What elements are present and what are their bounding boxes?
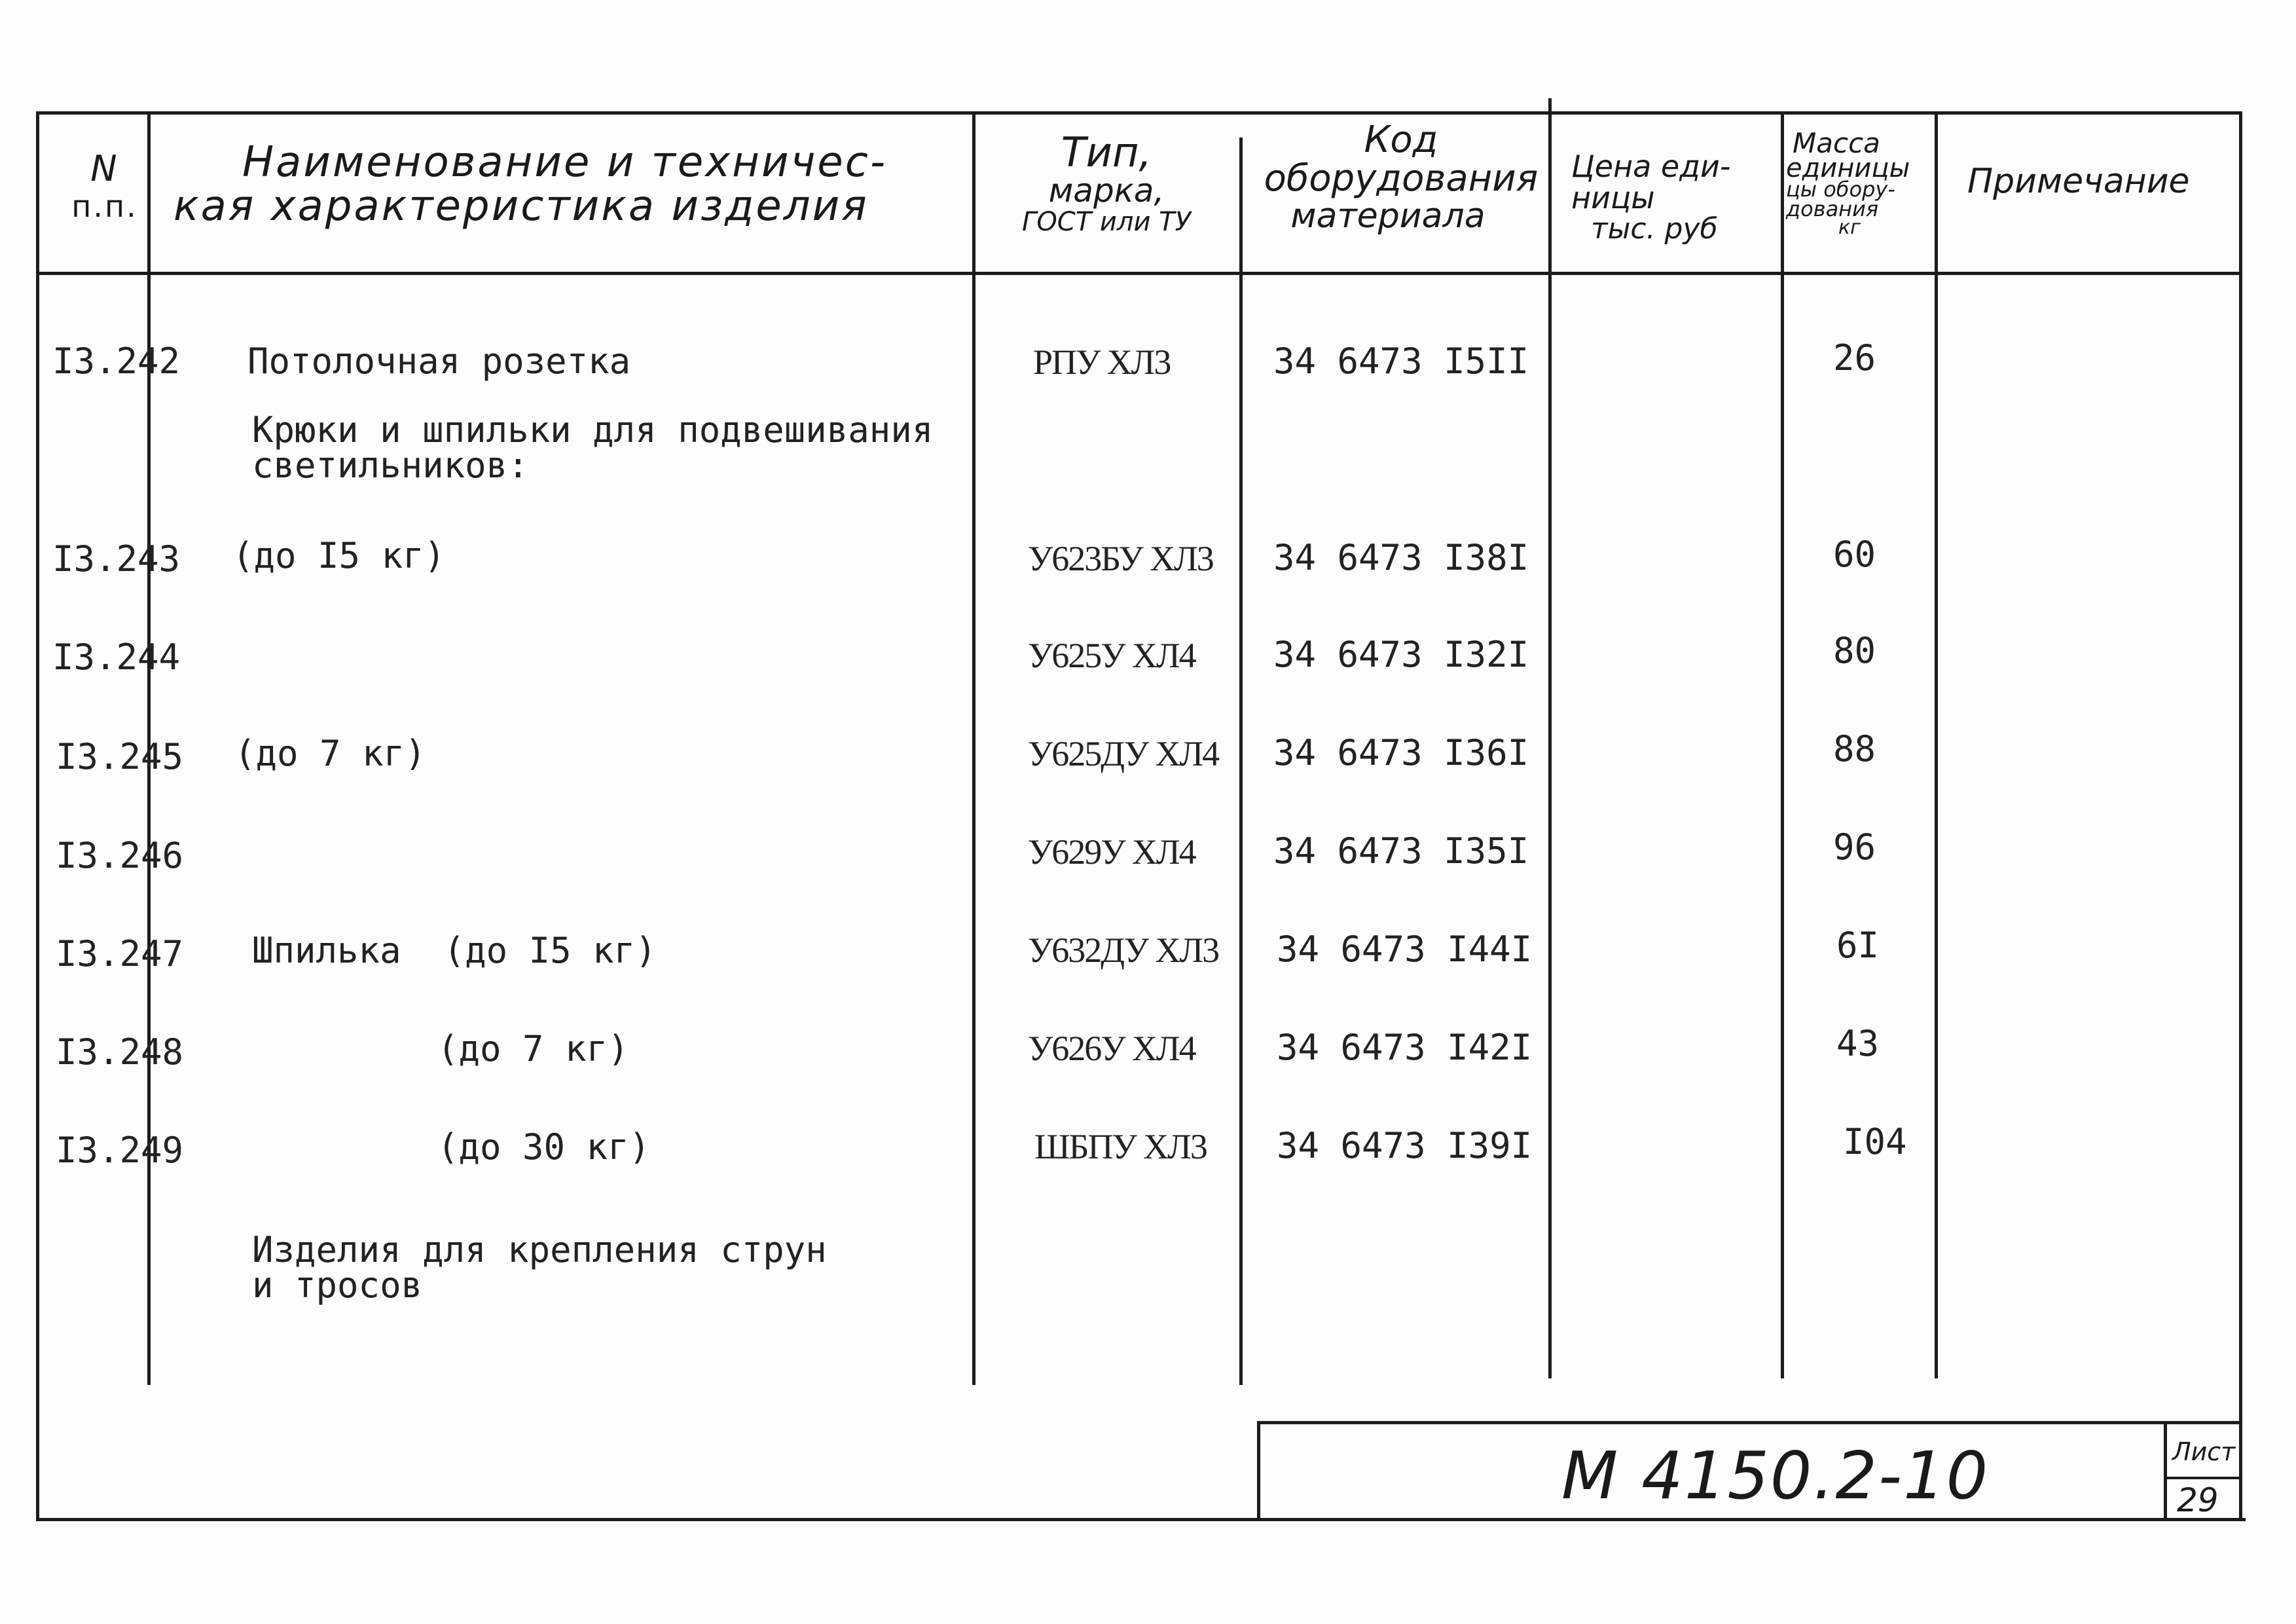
row-num: I3.245 bbox=[56, 736, 184, 777]
row-type: ШБПУ ХЛ3 bbox=[1034, 1127, 1207, 1166]
header-type-line1: Тип, bbox=[1061, 128, 1152, 176]
header-bottom-border bbox=[36, 272, 2242, 275]
row-name: (до 30 кг) bbox=[437, 1126, 651, 1168]
row-type: У629У ХЛ4 bbox=[1028, 832, 1195, 872]
row-code: 34 6473 I32I bbox=[1273, 634, 1529, 675]
row-code: 34 6473 I42I bbox=[1277, 1027, 1533, 1068]
row-mass: 88 bbox=[1833, 728, 1876, 769]
left-border bbox=[36, 111, 39, 1521]
row-mass: 80 bbox=[1833, 630, 1876, 671]
header-note: Примечание bbox=[1967, 162, 2190, 201]
stamp-sheet-midline bbox=[2164, 1477, 2242, 1479]
row-section-heading: Крюки и шпильки для подвешивания светильников: bbox=[252, 409, 934, 486]
header-price-line1: Цена еди- bbox=[1571, 149, 1731, 184]
header-code-line2: оборудования bbox=[1264, 157, 1539, 200]
row-code: 34 6473 I36I bbox=[1273, 732, 1529, 773]
header-mass-line3: цы обору- bbox=[1786, 177, 1895, 202]
row-num: I3.246 bbox=[56, 835, 184, 876]
row-num: I3.243 bbox=[52, 538, 181, 580]
row-num: I3.242 bbox=[52, 341, 181, 382]
col-divider-5 bbox=[1781, 115, 1784, 1378]
col-divider-3 bbox=[1239, 138, 1243, 1385]
row-type: У626У ХЛ4 bbox=[1028, 1029, 1195, 1068]
row-name: Потолочная розетка bbox=[247, 341, 631, 382]
header-type bbox=[975, 128, 1237, 237]
table-top-border bbox=[36, 111, 2242, 115]
header-mass-line1: Масса bbox=[1793, 127, 1880, 159]
header-code-line1: Код bbox=[1364, 119, 1438, 161]
right-border bbox=[2239, 111, 2242, 1521]
row-mass: I04 bbox=[1843, 1121, 1907, 1162]
header-type-line3: ГОСТ или ТУ bbox=[1022, 206, 1191, 237]
col-divider-6 bbox=[1935, 115, 1938, 1378]
header-price-line3: тыс. руб bbox=[1591, 212, 1718, 246]
row-type: У623БУ ХЛ3 bbox=[1028, 539, 1213, 578]
header-code-line3: материала bbox=[1290, 196, 1485, 236]
row-num: I3.244 bbox=[52, 637, 181, 678]
header-name-line1: Наименование и техничес- bbox=[242, 138, 888, 187]
row-type: У632ДУ ХЛ3 bbox=[1028, 931, 1219, 970]
header-name bbox=[173, 138, 959, 231]
row-mass: 96 bbox=[1833, 826, 1876, 868]
header-mass-line5: кг bbox=[1838, 216, 1861, 240]
stamp-top-border bbox=[1257, 1421, 2242, 1424]
row-code: 34 6473 I5II bbox=[1273, 341, 1529, 382]
stamp-doc-code: М 4150.2-10 bbox=[1561, 1437, 1990, 1514]
row-type: У625ДУ ХЛ4 bbox=[1028, 734, 1219, 773]
stamp-sheet-divider bbox=[2164, 1421, 2167, 1521]
header-mass bbox=[1786, 127, 1937, 240]
row-mass: 6I bbox=[1836, 925, 1880, 966]
row-code: 34 6473 I35I bbox=[1273, 830, 1529, 872]
header-mass-line4: дования bbox=[1786, 196, 1879, 221]
header-name-line2: кая характеристика изделия bbox=[173, 182, 869, 231]
row-name: (до I5 кг) bbox=[232, 535, 446, 576]
row-type: У625У ХЛ4 bbox=[1028, 636, 1195, 675]
row-num: I3.248 bbox=[56, 1031, 184, 1073]
header-code bbox=[1247, 121, 1555, 234]
page-bottom-border bbox=[36, 1518, 2246, 1521]
row-mass: 43 bbox=[1836, 1023, 1880, 1064]
row-mass: 26 bbox=[1833, 337, 1876, 378]
stamp-sheet-label: Лист bbox=[2172, 1437, 2236, 1466]
row-num: I3.247 bbox=[56, 933, 184, 974]
row-code: 34 6473 I38I bbox=[1273, 537, 1529, 578]
row-name: (до 7 кг) bbox=[234, 733, 426, 774]
row-name: (до 7 кг) bbox=[437, 1028, 629, 1069]
row-code: 34 6473 I44I bbox=[1277, 929, 1533, 970]
header-num bbox=[65, 148, 144, 224]
col-divider-4 bbox=[1548, 98, 1552, 1378]
header-num-line1: N bbox=[90, 148, 119, 189]
header-type-line2: марка, bbox=[1048, 172, 1165, 210]
col-divider-2 bbox=[972, 111, 975, 1385]
row-name: Шпилька (до I5 кг) bbox=[252, 930, 657, 971]
header-price bbox=[1571, 151, 1781, 244]
row-type: РПУ ХЛ3 bbox=[1033, 342, 1171, 382]
row-section-heading: Изделия для крепления струн и тросов bbox=[252, 1229, 827, 1306]
stamp-sheet-number: 29 bbox=[2177, 1481, 2219, 1519]
row-num: I3.249 bbox=[56, 1130, 184, 1171]
stamp-left-border bbox=[1257, 1421, 1260, 1521]
header-price-line2: ницы bbox=[1571, 180, 1655, 216]
row-mass: 60 bbox=[1833, 534, 1876, 575]
row-code: 34 6473 I39I bbox=[1277, 1125, 1533, 1166]
header-mass-line2: единицы bbox=[1786, 153, 1910, 183]
header-num-line2: п.п. bbox=[71, 188, 138, 224]
